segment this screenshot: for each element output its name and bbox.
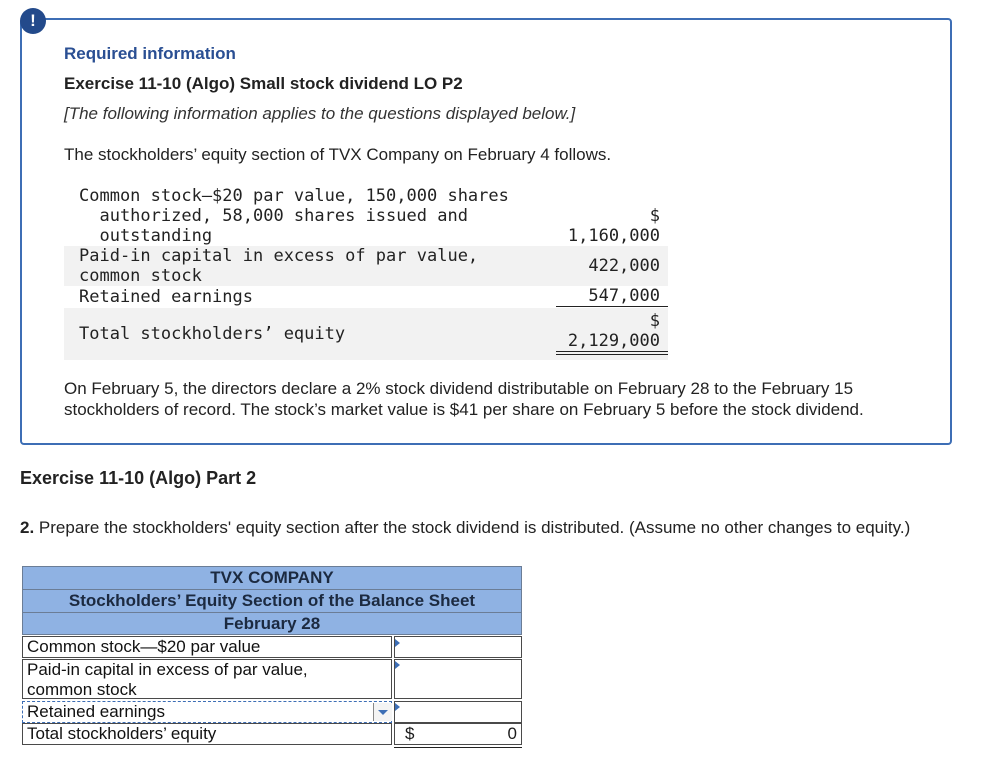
sheet-date: February 28 (22, 612, 522, 635)
total-double-rule (394, 747, 522, 748)
total-currency: $ (405, 724, 415, 743)
total-double-rule-bottom (556, 354, 668, 355)
equity-label-total: Total stockholders’ equity (79, 324, 346, 344)
sheet-label-common-stock: Common stock—$20 par value (22, 636, 392, 658)
input-indicator-icon (395, 703, 400, 711)
retained-earnings-amount-input[interactable] (394, 701, 522, 723)
equity-label-paid-in-line1: Paid-in capital in excess of par value, (79, 246, 479, 266)
paid-in-capital-amount-input[interactable] (394, 659, 522, 699)
equity-label-common-stock-line3: outstanding (79, 226, 213, 246)
input-indicator-icon (395, 661, 400, 669)
equity-value-total: 2,129,000 (567, 331, 660, 351)
part-title: Exercise 11-10 (Algo) Part 2 (20, 468, 257, 488)
equity-label-retained-earnings: Retained earnings (79, 287, 253, 307)
question-text (20, 518, 910, 538)
equity-value-paid-in: 422,000 (588, 256, 660, 276)
sheet-label-paid-in (22, 659, 392, 699)
common-stock-amount-input[interactable] (394, 636, 522, 658)
subtotal-rule (556, 306, 668, 307)
exercise-note: [The following information applies to the questions displayed below.] (64, 104, 576, 123)
chevron-down-icon[interactable] (373, 703, 392, 721)
sheet-label-paid-in-line2: common stock (27, 680, 137, 699)
total-equity-cell (394, 723, 522, 745)
alert-icon: ! (20, 8, 46, 34)
retained-earnings-account-select[interactable]: Retained earnings (22, 701, 392, 723)
sheet-company-name: TVX COMPANY (22, 566, 522, 590)
exercise-title: Exercise 11-10 (Algo) Small stock dividend LO P2 (64, 74, 463, 93)
total-value: 0 (507, 724, 517, 743)
question-number: 2. (20, 518, 35, 537)
sheet-subtitle: Stockholders’ Equity Section of the Balance Sheet (22, 589, 522, 613)
equity-label-paid-in-line2: common stock (79, 266, 202, 286)
equity-value-retained-earnings: 547,000 (588, 286, 660, 306)
equity-label-common-stock-line1: Common stock—$20 par value, 150,000 shares (79, 186, 509, 206)
equity-currency-total: $ (649, 311, 660, 331)
equity-label-common-stock-line2: authorized, 58,000 shares issued and (79, 206, 468, 226)
question-body: Prepare the stockholders' equity section after the stock dividend is distributed. (Assume no other changes to equity.) (34, 518, 911, 537)
dividend-paragraph: On February 5, the directors declare a 2% stock dividend distributable on February 28 to the February 15 stockholders of record. The stock’s market value is $41 per share on February 5 before the stock dividend. (64, 379, 864, 419)
equity-currency-common-stock: $ (649, 206, 660, 226)
sheet-label-total: Total stockholders’ equity (22, 723, 392, 745)
input-indicator-icon (395, 639, 400, 647)
intro-text: The stockholders’ equity section of TVX Company on February 4 follows. (64, 145, 612, 164)
total-double-rule-top (556, 351, 668, 352)
equity-value-common-stock: 1,160,000 (567, 226, 660, 246)
required-information-title: Required information (64, 44, 236, 63)
sheet-label-paid-in-line1: Paid-in capital in excess of par value, (27, 660, 308, 679)
